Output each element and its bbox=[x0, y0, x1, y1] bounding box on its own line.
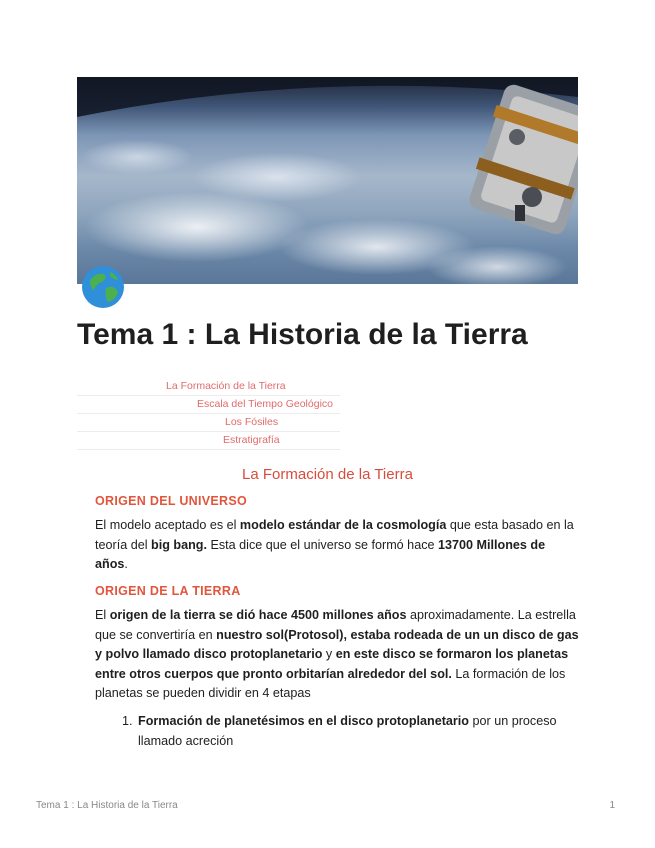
table-of-contents bbox=[77, 378, 340, 450]
page-number: 1 bbox=[609, 800, 615, 811]
text-run: y bbox=[322, 647, 336, 661]
bold-text: big bang. bbox=[151, 537, 207, 552]
text-run: aproximadamente. La estrella que se convertiría en bbox=[95, 608, 576, 642]
toc-link-formacion[interactable]: La Formación de la Tierra bbox=[166, 380, 286, 392]
paragraph-universo bbox=[95, 516, 581, 575]
list-text bbox=[138, 712, 578, 751]
cover-image bbox=[77, 77, 578, 284]
text-run: El modelo aceptado es el bbox=[95, 518, 240, 532]
toc-item[interactable] bbox=[77, 396, 340, 414]
satellite-illustration bbox=[77, 77, 578, 284]
toc-item[interactable] bbox=[77, 378, 340, 396]
bold-text: nuestro sol(Protosol), estaba rodeada de un un disco de gas y polvo llamado disco protoplanetario bbox=[95, 627, 579, 661]
text-run: El bbox=[95, 608, 110, 622]
subsection-heading-tierra: ORIGEN DE LA TIERRA bbox=[95, 584, 241, 598]
bold-text: Formación de planetésimos en el disco protoplanetario bbox=[138, 714, 470, 728]
toc-link-escala[interactable]: Escala del Tiempo Geológico bbox=[197, 398, 333, 410]
globe-icon bbox=[80, 264, 126, 310]
toc-item[interactable] bbox=[77, 432, 340, 450]
toc-item[interactable] bbox=[77, 414, 340, 432]
toc-link-fosiles[interactable]: Los Fósiles bbox=[225, 416, 279, 428]
list-number: 1. bbox=[122, 714, 133, 728]
toc-link-estratigrafia[interactable]: Estratigrafía bbox=[223, 434, 280, 446]
section-heading: La Formación de la Tierra bbox=[242, 466, 413, 483]
bold-text: en este disco se formaron los planetas entre otros cuerpos que pronto orbitarían alrededor del sol. bbox=[95, 647, 569, 681]
bold-text: modelo estándar de la cosmología bbox=[239, 518, 447, 532]
text-run: por un proceso llamado acreción bbox=[138, 714, 557, 748]
text-run: . bbox=[124, 557, 128, 571]
text-run: Esta dice que el universo se formó hace bbox=[206, 537, 438, 552]
paragraph-tierra bbox=[95, 606, 581, 704]
page-title: Tema 1 : La Historia de la Tierra bbox=[77, 318, 528, 351]
text-run: La formación de los planetas se pueden dividir en 4 etapas bbox=[95, 666, 566, 700]
bold-text: 13700 Millones de años bbox=[95, 537, 546, 571]
footer-title: Tema 1 : La Historia de la Tierra bbox=[36, 800, 178, 811]
text-run: que esta basado en la teoría del bbox=[95, 518, 574, 552]
bold-text: origen de la tierra se dió hace 4500 millones años bbox=[109, 608, 407, 622]
subsection-heading-universo: ORIGEN DEL UNIVERSO bbox=[95, 494, 248, 508]
